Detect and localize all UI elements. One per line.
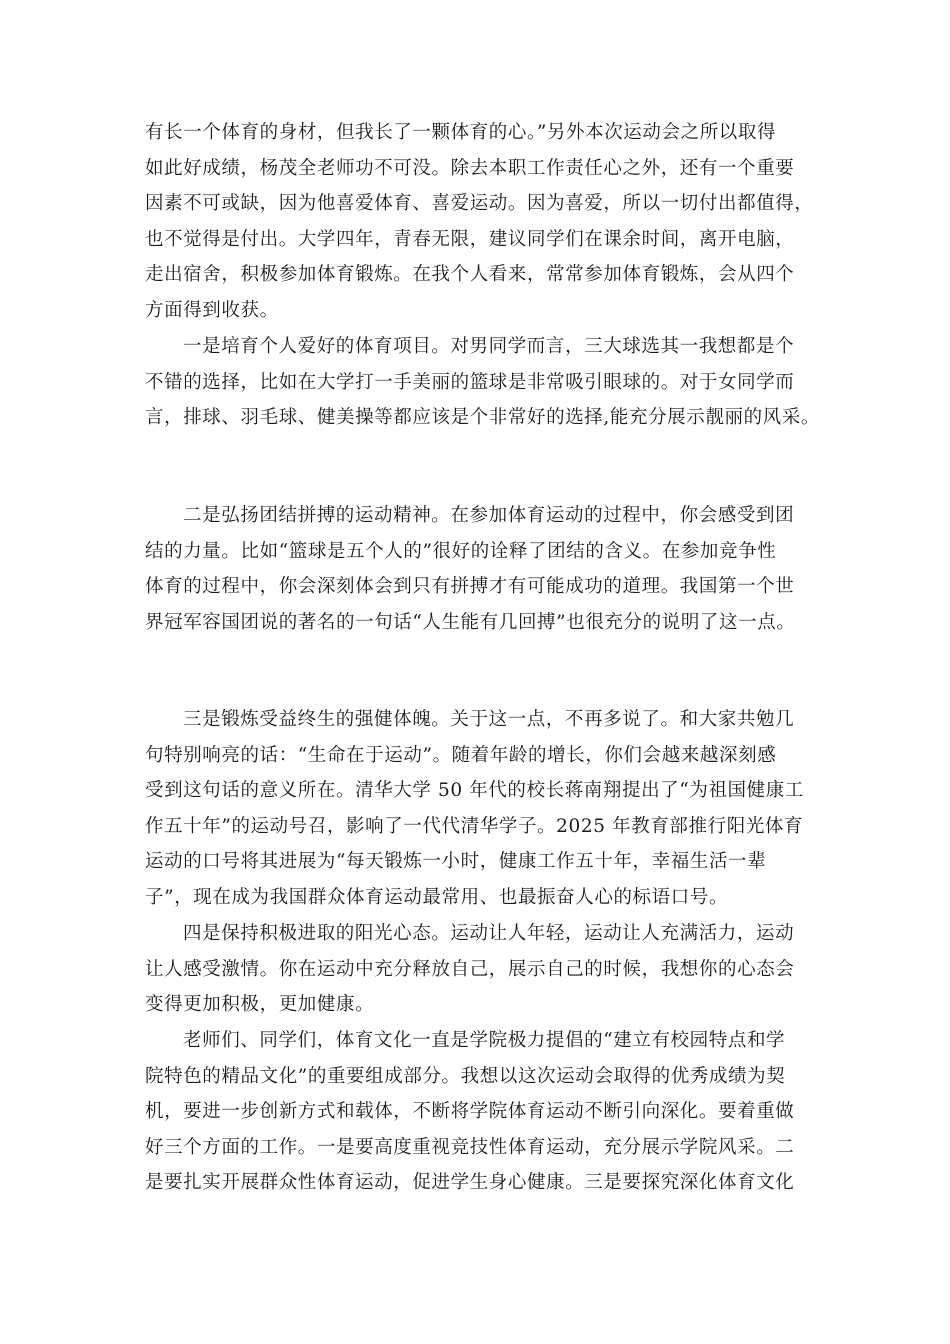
text-line: 老师们、同学们，体育文化一直是学院极力提倡的“建立有校园特点和学 xyxy=(183,1030,786,1051)
text-line: 变得更加积极，更加健康。 xyxy=(145,994,375,1016)
paragraph-1 xyxy=(145,115,814,329)
text-line: 体育的过程中，你会深刻体会到只有拼搏才有可能成功的道理。我国第一个世 xyxy=(145,576,795,598)
text-line: 不错的选择，比如在大学打一手美丽的篮球是非常吸引眼球的。对于女同学而 xyxy=(145,371,795,393)
text-line: 言，排球、羽毛球、健美操等都应该是个非常好的选择,能充分展示靓丽的风采。 xyxy=(145,407,820,429)
text-line: 界冠军容国团说的著名的一句话“人生能有几回搏”也很充分的说明了这一点。 xyxy=(145,611,796,633)
text-line: 让人感受激情。你在运动中充分释放自己，展示自己的时候，我想你的心态会 xyxy=(145,958,795,980)
paragraph-6 xyxy=(145,1023,810,1201)
text-line: 子”，现在成为我国群众体育运动最常用、也最振奋人心的标语口号。 xyxy=(145,886,729,908)
text-line: 走出宿舍，积极参加体育锻炼。在我个人看来，常常参加体育锻炼，会从四个 xyxy=(145,264,795,286)
paragraph-3 xyxy=(145,498,810,640)
text-line: 有长一个体育的身材，但我长了一颗体育的心。”另外本次运动会之所以取得 xyxy=(145,122,777,143)
text-line: 三是锻炼受益终生的强健体魄。关于这一点，不再多说了。和大家共勉几 xyxy=(183,709,795,730)
text-line: 二是弘扬团结拼搏的运动精神。在参加体育运动的过程中，你会感受到团 xyxy=(183,505,795,526)
text-line: 是要扎实开展群众性体育运动，促进学生身心健康。三是要探究深化体育文化 xyxy=(145,1172,795,1194)
text-line: 机，要进一步创新方式和载体，不断将学院体育运动不断引向深化。要着重做 xyxy=(145,1101,795,1123)
text-line: 也不觉得是付出。大学四年，青春无限，建议同学们在课余时间，离开电脑， xyxy=(145,228,795,250)
text-line: 方面得到收获。 xyxy=(145,299,279,321)
text-line: 作五十年”的运动号召，影响了一代代清华学子。2025 年教育部推行阳光体育 xyxy=(145,815,804,837)
text-line: 句特别响亮的话：“生命在于运动”。随着年龄的增长，你们会越来越深刻感 xyxy=(145,744,777,766)
text-line: 结的力量。比如“篮球是五个人的”很好的诠释了团结的含义。在参加竞争性 xyxy=(145,540,777,562)
text-line: 好三个方面的工作。一是要高度重视竞技性体育运动，充分展示学院风采。二 xyxy=(145,1136,795,1158)
paragraph-5 xyxy=(145,916,810,1023)
text-line: 受到这句话的意义所在。清华大学 50 年代的校长蒋南翔提出了“为祖国健康工 xyxy=(145,780,804,802)
paragraph-4 xyxy=(145,702,810,916)
text-line: 一是培育个人爱好的体育项目。对男同学而言，三大球选其一我想都是个 xyxy=(183,336,795,357)
text-line: 因素不可或缺，因为他喜爱体育、喜爱运动。因为喜爱，所以一切付出都值得， xyxy=(145,193,814,215)
text-line: 如此好成绩，杨茂全老师功不可没。除去本职工作责任心之外，还有一个重要 xyxy=(145,157,795,179)
text-line: 院特色的精品文化”的重要组成部分。我想以这次运动会取得的优秀成绩为契 xyxy=(145,1065,786,1087)
paragraph-2 xyxy=(145,329,820,436)
text-line: 四是保持积极进取的阳光心态。运动让人年轻，运动让人充满活力，运动 xyxy=(183,923,795,944)
text-line: 运动的口号将其进展为“每天锻炼一小时，健康工作五十年，幸福生活一辈 xyxy=(145,851,767,873)
